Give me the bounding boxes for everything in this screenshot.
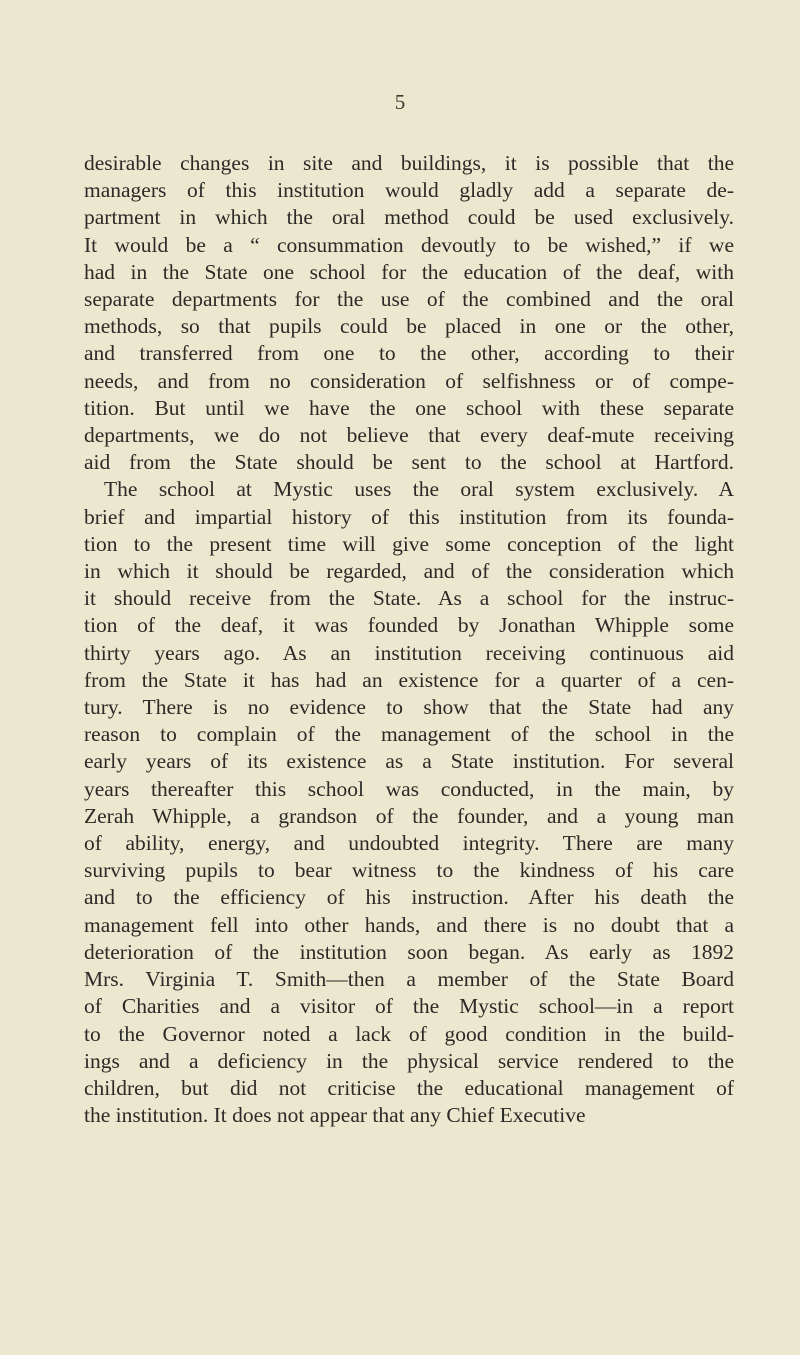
text-line: methods, so that pupils could be placed in one or the other, — [84, 314, 734, 339]
text-line: needs, and from no consideration of selfishness or of compe- — [84, 368, 734, 393]
text-line: separate departments for the use of the combined and the oral — [84, 287, 734, 312]
text-line: had in the State one school for the education of the deaf, with — [84, 259, 734, 284]
page-number: 5 — [394, 90, 406, 114]
text-line: the institution. It does not appear that any Chief Executive — [84, 1103, 586, 1128]
text-line: reason to complain of the management of the school in the — [84, 722, 734, 747]
text-line: of Charities and a visitor of the Mystic school—in a report — [84, 994, 734, 1019]
text-line: tury. There is no evidence to show that the State had any — [84, 695, 734, 720]
text-line: management fell into other hands, and there is no doubt that a — [84, 912, 734, 937]
text-line: Mrs. Virginia T. Smith—then a member of the State Board — [84, 967, 734, 992]
text-line: Zerah Whipple, a grandson of the founder, and a young man — [84, 803, 734, 828]
text-line: managers of this institution would gladly add a separate de- — [84, 178, 734, 203]
text-line: to the Governor noted a lack of good condition in the build- — [84, 1021, 734, 1046]
text-line: partment in which the oral method could be used exclusively. — [84, 205, 734, 230]
text-line: departments, we do not believe that every deaf-mute receiving — [84, 423, 734, 448]
body-text — [84, 150, 734, 1129]
text-line: in which it should be regarded, and of the consideration which — [84, 559, 734, 584]
text-line: of ability, energy, and undoubted integrity. There are many — [84, 831, 734, 856]
text-line: The school at Mystic uses the oral system exclusively. A — [104, 477, 734, 502]
text-line: brief and impartial history of this institution from its founda- — [84, 504, 734, 529]
text-line: it should receive from the State. As a school for the instruc- — [84, 586, 734, 611]
text-line: tion to the present time will give some conception of the light — [84, 531, 734, 556]
text-line: thirty years ago. As an institution receiving continuous aid — [84, 640, 734, 665]
text-line: and transferred from one to the other, according to their — [84, 341, 734, 366]
text-line: children, but did not criticise the educational management of — [84, 1075, 734, 1100]
text-line: tion of the deaf, it was founded by Jonathan Whipple some — [84, 613, 734, 638]
text-line: surviving pupils to bear witness to the kindness of his care — [84, 858, 734, 883]
text-line: from the State it has had an existence for a quarter of a cen- — [84, 667, 734, 692]
text-line: and to the efficiency of his instruction. After his death the — [84, 885, 734, 910]
text-line: It would be a “ consummation devoutly to be wished,” if we — [84, 232, 734, 257]
text-line: early years of its existence as a State institution. For several — [84, 749, 734, 774]
text-line: deterioration of the institution soon began. As early as 1892 — [84, 939, 734, 964]
text-line: years thereafter this school was conducted, in the main, by — [84, 776, 734, 801]
text-line: desirable changes in site and buildings, it is possible that the — [84, 151, 734, 175]
text-line: ings and a deficiency in the physical service rendered to the — [84, 1048, 734, 1073]
text-line: tition. But until we have the one school with these separate — [84, 395, 734, 420]
text-line: aid from the State should be sent to the school at Hartford. — [84, 450, 734, 475]
